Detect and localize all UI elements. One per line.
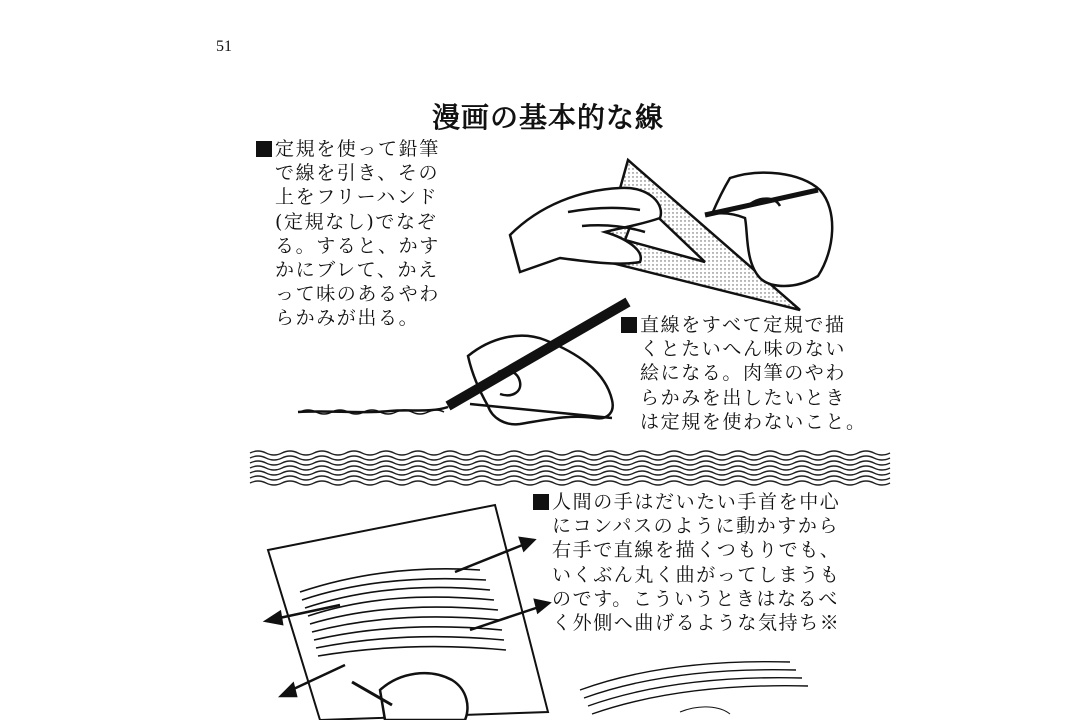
text-line: くとたいへん味のない [640,338,847,361]
text-line: で線を引き、その [275,162,440,185]
text-line-visible: 定規を使って鉛筆 [275,138,440,160]
page-title: 漫画の基本的な線 [432,101,665,134]
text-line: 右手で直線を描くつもりでも、 [552,539,841,562]
text-line-visible: 直線をすべて定規で描 [640,314,846,336]
text-line: (定規なし)でなぞ [275,210,438,233]
text-line: 上をフリーハンド [275,186,439,209]
text-line: のです。こういうときはなるべ [552,587,839,610]
text-line: く外側へ曲げるような気持ち※ [552,612,841,635]
text-line: らかみを出したいとき [640,386,847,409]
text-line: らかみが出る。 [275,307,420,330]
text-line: は定規を使わないこと。 [640,410,867,433]
text-line: って味のあるやわ [275,283,440,306]
text-line: いくぶん丸く曲がってしまうも [552,563,841,586]
wavy-divider [250,451,890,485]
set-square-illustration [510,160,832,310]
pen-hand-illustration [298,302,628,424]
curved-strokes-illustration [266,505,808,720]
text-line-visible: 人間の手はだいたい手首を中心 [552,491,841,513]
text-line: かにブレて、かえ [275,259,439,282]
text-line: 絵になる。肉筆のやわ [640,362,847,385]
text-line: る。すると、かす [275,234,440,257]
page-number: 51 [216,38,232,55]
text-line: にコンパスのように動かすから [552,515,840,538]
